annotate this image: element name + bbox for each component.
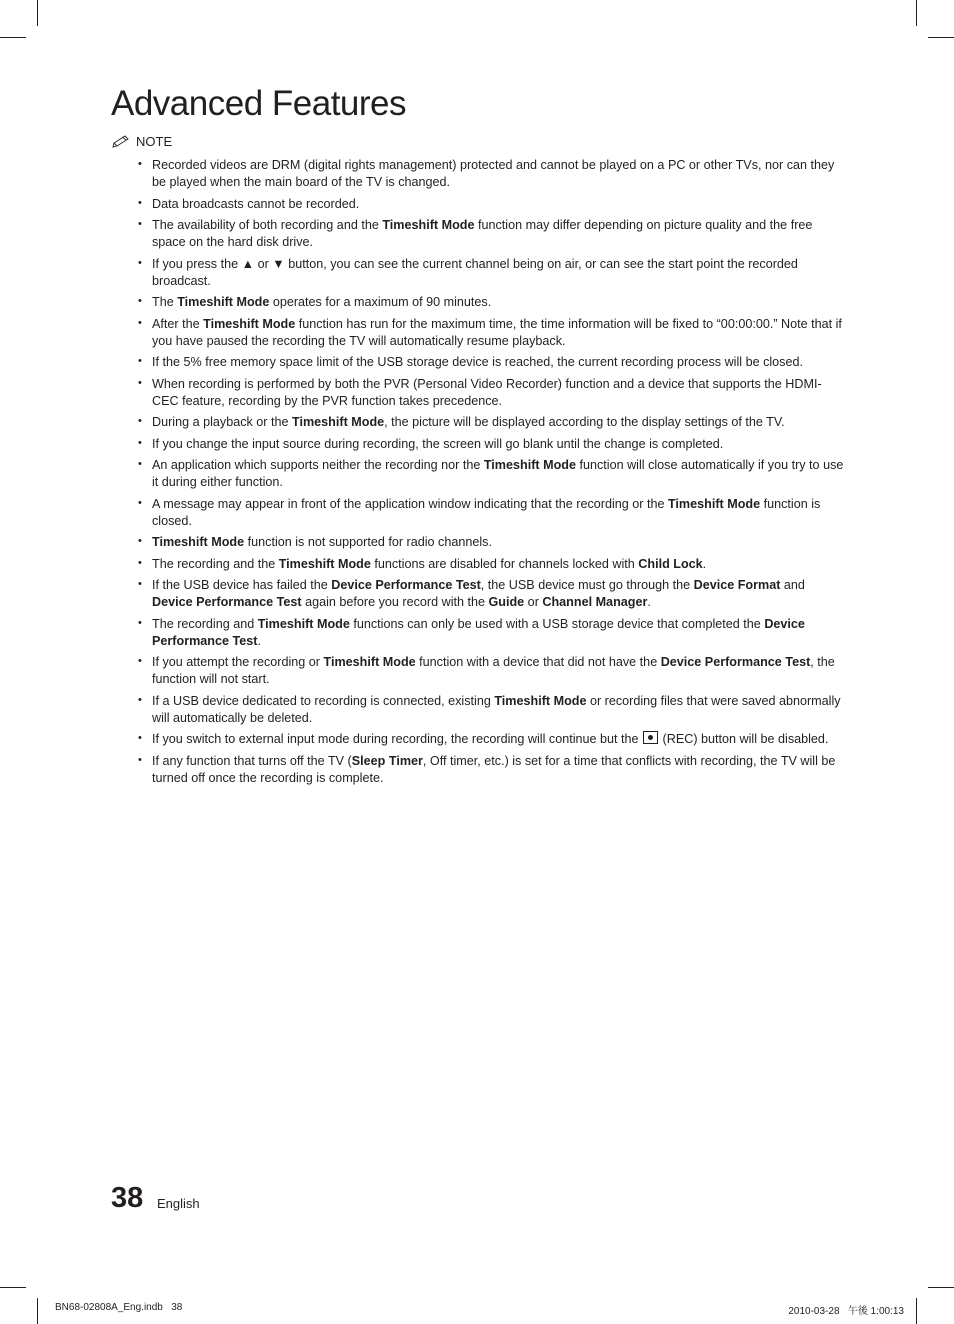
bold-term: Timeshift Mode xyxy=(203,316,296,331)
crop-mark xyxy=(37,1298,38,1324)
note-item xyxy=(136,196,848,213)
note-item xyxy=(136,534,848,551)
bold-term: Guide xyxy=(488,595,525,609)
note-item xyxy=(136,457,848,491)
note-text: During a playback or the xyxy=(152,415,293,429)
note-item xyxy=(136,436,848,453)
crop-mark xyxy=(0,37,26,38)
note-list xyxy=(136,157,848,791)
note-item xyxy=(136,496,848,530)
note-item xyxy=(136,753,848,787)
bold-term: Timeshift Mode xyxy=(667,496,761,511)
note-text: function may differ depending on picture quality and the free space on the hard disk drive. xyxy=(152,218,813,249)
bold-term: Device Format xyxy=(693,578,781,592)
note-text: functions can only be used with a USB storage device that completed the xyxy=(349,616,765,631)
bold-term: Child Lock xyxy=(638,556,703,571)
note-text: function has run for the maximum time, the time information will be fixed to “00:00:00.” Note that if you have paused the recording the TV will automatically resume playback. xyxy=(152,316,842,348)
note-text: operates for a maximum of 90 minutes. xyxy=(269,295,492,309)
note-item xyxy=(136,217,848,251)
note-item xyxy=(136,616,848,650)
note-text: A message may appear in front of the application window indicating that the recording or the xyxy=(152,496,668,511)
note-text: If you change the input source during recording, the screen will go blank until the change is completed. xyxy=(152,436,724,451)
bold-term: Device Performance Test xyxy=(152,595,302,609)
note-text: Recorded videos are DRM (digital rights management) protected and cannot be played on a PC or other TVs, nor can they be played when the main board of the TV is changed. xyxy=(152,158,835,189)
bold-term: Timeshift Mode xyxy=(483,458,576,472)
note-text: function with a device that did not have the xyxy=(415,655,661,669)
note-text: or xyxy=(524,595,543,609)
note-text: If you press the ▲ or ▼ button, you can see the current channel being on air, or can see the start point the recorded broadcast. xyxy=(152,256,798,288)
crop-mark xyxy=(928,1287,954,1288)
note-item xyxy=(136,376,848,410)
note-text: The availability of both recording and the xyxy=(152,218,383,232)
note-text: again before you record with the xyxy=(301,595,489,609)
print-file-info: BN68-02808A_Eng.indb 38 xyxy=(55,1302,183,1313)
note-heading xyxy=(111,134,172,149)
note-text: . xyxy=(647,595,651,609)
note-text: function is not supported for radio channels. xyxy=(244,535,492,549)
note-item xyxy=(136,157,848,191)
note-item xyxy=(136,556,848,573)
page-number: 38 xyxy=(111,1182,144,1214)
note-text: Data broadcasts cannot be recorded. xyxy=(152,196,360,211)
note-text: , the function will not start. xyxy=(152,655,835,686)
bold-term: Timeshift Mode xyxy=(152,535,245,549)
note-text: functions are disabled for channels locked with xyxy=(370,556,639,571)
note-text: function will close automatically if you try to use it during either function. xyxy=(152,458,844,489)
bold-term: Timeshift Mode xyxy=(177,295,270,309)
print-timestamp: 2010-03-28 午後 1:00:13 xyxy=(788,1306,904,1317)
page-title: Advanced Features xyxy=(111,84,407,123)
bold-term: Device Performance Test xyxy=(660,655,811,669)
note-item xyxy=(136,294,848,311)
note-text: The recording and the xyxy=(152,556,279,571)
note-text: . xyxy=(257,633,261,648)
note-text: . xyxy=(702,556,707,571)
bold-term: Device Performance Test xyxy=(152,616,805,648)
note-text: An application which supports neither the recording nor the xyxy=(152,458,484,472)
note-item xyxy=(136,731,848,748)
bold-term: Timeshift Mode xyxy=(292,415,385,429)
bold-term: Timeshift Mode xyxy=(323,655,416,669)
crop-mark xyxy=(928,37,954,38)
note-item xyxy=(136,256,848,290)
bold-term: Sleep Timer xyxy=(351,753,423,768)
note-text: If you attempt the recording or xyxy=(152,655,324,669)
note-label: NOTE xyxy=(136,134,173,149)
bold-term: Timeshift Mode xyxy=(278,556,371,571)
note-text: , the picture will be displayed according to the display settings of the TV. xyxy=(384,415,785,429)
rec-button-icon xyxy=(643,731,658,744)
bold-term: Timeshift Mode xyxy=(382,218,475,232)
note-item xyxy=(136,577,848,611)
note-text: function is closed. xyxy=(152,496,821,528)
note-text: When recording is performed by both the PVR (Personal Video Recorder) function and a device that supports the HDMI-CEC feature, recording by the PVR function takes precedence. xyxy=(152,376,822,408)
pencil-icon xyxy=(111,135,131,149)
crop-mark xyxy=(916,1298,917,1324)
bold-term: Channel Manager xyxy=(542,595,648,609)
note-item xyxy=(136,414,848,431)
note-text: After the xyxy=(152,316,204,331)
bold-term: Device Performance Test xyxy=(331,578,481,592)
note-text: If the 5% free memory space limit of the USB storage device is reached, the current recording process will be closed. xyxy=(152,355,803,369)
note-text: , the USB device must go through the xyxy=(480,578,694,592)
page-language: English xyxy=(157,1196,200,1211)
crop-mark xyxy=(916,0,917,26)
note-item xyxy=(136,354,848,371)
bold-term: Timeshift Mode xyxy=(257,616,350,631)
note-text: , Off timer, etc.) is set for a time that conflicts with recording, the TV will be turned off once the recording is complete. xyxy=(152,753,836,785)
note-item xyxy=(136,693,848,727)
note-text: If you switch to external input mode during recording, the recording will continue but the xyxy=(152,732,643,746)
note-text: If the USB device has failed the xyxy=(152,578,332,592)
note-text: or recording files that were saved abnormally will automatically be deleted. xyxy=(152,693,841,725)
note-text: The recording and xyxy=(152,616,258,631)
note-text: and xyxy=(780,578,805,592)
crop-mark xyxy=(37,0,38,26)
note-item xyxy=(136,654,848,688)
note-item xyxy=(136,316,848,350)
note-text: If any function that turns off the TV ( xyxy=(152,753,352,768)
note-text: If a USB device dedicated to recording is connected, existing xyxy=(152,693,495,708)
bold-term: Timeshift Mode xyxy=(494,693,587,708)
note-text: (REC) button will be disabled. xyxy=(659,732,829,746)
note-text: The xyxy=(152,295,178,309)
crop-mark xyxy=(0,1287,26,1288)
